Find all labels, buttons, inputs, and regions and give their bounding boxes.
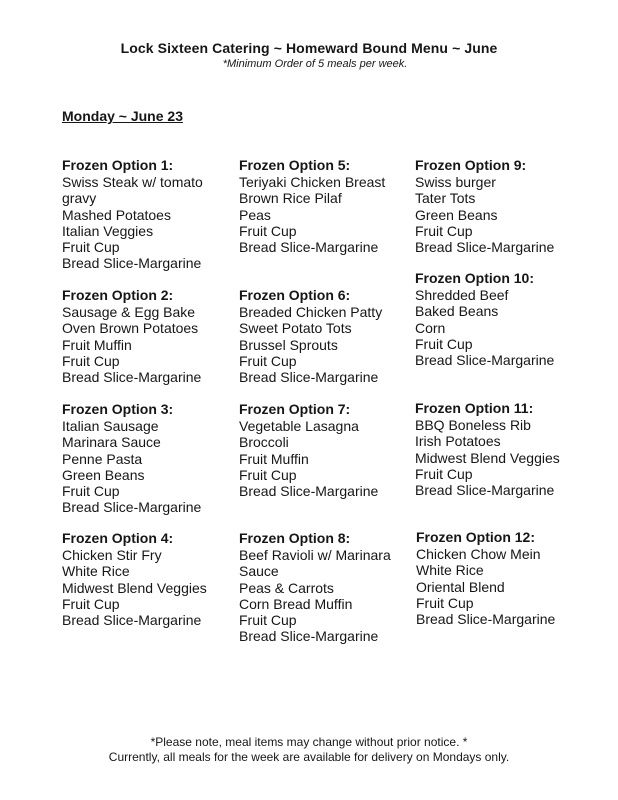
menu-item: Sausage & Egg Bake <box>62 304 196 320</box>
menu-item: Green Beans <box>62 466 145 483</box>
menu-item: Breaded Chicken Patty <box>239 304 383 320</box>
menu-item: Oven Brown Potatoes <box>62 320 199 337</box>
menu-item: Bread Slice-Margarine <box>62 369 202 386</box>
frozen-option-1 <box>62 157 242 272</box>
menu-item: Bread Slice-Margarine <box>239 369 379 386</box>
menu-item: Fruit Cup <box>416 594 474 611</box>
page-title: Lock Sixteen Catering ~ Homeward Bound Menu ~ June <box>120 40 498 56</box>
day-heading: Monday ~ June 23 <box>62 108 183 124</box>
frozen-option-6 <box>239 287 419 385</box>
menu-item: Shredded Beef <box>415 287 509 303</box>
menu-item: White Rice <box>416 562 484 579</box>
menu-item: Fruit Muffin <box>62 336 132 353</box>
menu-item: Bread Slice-Margarine <box>62 499 202 516</box>
menu-item: Italian Sausage <box>62 418 159 434</box>
option-item-list <box>239 547 419 645</box>
change-notice: *Please note, meal items may change without prior notice. * <box>150 735 468 749</box>
menu-item: Bread Slice-Margarine <box>239 628 379 645</box>
menu-item: Italian Veggies <box>62 222 154 239</box>
menu-item: Fruit Cup <box>62 352 120 369</box>
option-heading: Frozen Option 4: <box>62 530 174 546</box>
menu-item: White Rice <box>62 563 130 580</box>
menu-item: Bread Slice-Margarine <box>62 255 202 272</box>
delivery-notice: Currently, all meals for the week are available for delivery on Mondays only. <box>108 750 510 764</box>
menu-item: Chicken Chow Mein <box>416 546 541 562</box>
menu-item: Beef Ravioli w/ Marinara <box>239 547 391 563</box>
menu-item: Fruit Muffin <box>239 450 309 467</box>
menu-item: Fruit Cup <box>62 483 120 500</box>
menu-item: Fruit Cup <box>62 239 120 256</box>
menu-item: Penne Pasta <box>62 450 143 467</box>
frozen-option-7 <box>239 401 419 499</box>
menu-item: Irish Potatoes <box>415 433 501 450</box>
frozen-option-8 <box>239 530 419 645</box>
minimum-order-note: *Minimum Order of 5 meals per week. <box>222 58 408 70</box>
option-item-list <box>62 304 242 385</box>
frozen-option-12 <box>416 529 596 627</box>
frozen-option-11 <box>415 400 595 498</box>
menu-item: Marinara Sauce <box>62 434 161 451</box>
frozen-option-4 <box>62 530 242 628</box>
option-item-list <box>415 174 595 255</box>
menu-item: Fruit Cup <box>239 612 297 629</box>
option-heading: Frozen Option 9: <box>415 157 527 173</box>
option-item-list <box>415 287 595 368</box>
menu-item: Teriyaki Chicken Breast <box>239 174 386 190</box>
menu-item: Fruit Cup <box>415 335 473 352</box>
menu-item: Fruit Cup <box>239 352 297 369</box>
menu-item: Tater Tots <box>415 190 476 207</box>
menu-item: Fruit Cup <box>239 222 297 239</box>
menu-item: Chicken Stir Fry <box>62 547 162 563</box>
option-heading: Frozen Option 5: <box>239 157 351 173</box>
frozen-option-9 <box>415 157 595 255</box>
option-heading: Frozen Option 3: <box>62 401 174 417</box>
menu-item: Fruit Cup <box>239 466 297 483</box>
menu-item: Fruit Cup <box>415 465 473 482</box>
option-heading: Frozen Option 7: <box>239 401 351 417</box>
menu-item: Bread Slice-Margarine <box>415 482 555 499</box>
menu-item: Sauce <box>239 563 279 580</box>
option-heading: Frozen Option 2: <box>62 287 174 303</box>
option-heading: Frozen Option 6: <box>239 287 351 303</box>
option-heading: Frozen Option 12: <box>416 529 535 545</box>
menu-item: Bread Slice-Margarine <box>415 352 555 369</box>
menu-item: Baked Beans <box>415 303 499 320</box>
menu-item: BBQ Boneless Rib <box>415 417 531 433</box>
menu-item: Fruit Cup <box>62 595 120 612</box>
menu-item: Swiss burger <box>415 174 496 190</box>
menu-item: Mashed Potatoes <box>62 206 171 223</box>
menu-item: gravy <box>62 190 97 207</box>
option-item-list <box>415 417 595 498</box>
option-item-list <box>62 547 242 628</box>
menu-item: Oriental Blend <box>416 578 505 595</box>
menu-item: Bread Slice-Margarine <box>239 239 379 256</box>
option-item-list <box>239 174 419 255</box>
menu-item: Corn <box>415 319 446 336</box>
option-item-list <box>416 546 596 627</box>
option-heading: Frozen Option 8: <box>239 530 351 546</box>
menu-item: Broccoli <box>239 434 289 451</box>
menu-item: Brussel Sprouts <box>239 336 338 353</box>
menu-item: Sweet Potato Tots <box>239 320 352 337</box>
option-item-list <box>62 174 242 272</box>
menu-item: Corn Bread Muffin <box>239 595 353 612</box>
frozen-option-10 <box>415 270 595 368</box>
menu-item: Peas <box>239 206 271 223</box>
option-heading: Frozen Option 1: <box>62 157 174 173</box>
option-item-list <box>239 418 419 499</box>
frozen-option-5 <box>239 157 419 255</box>
menu-item: Bread Slice-Margarine <box>416 611 556 628</box>
menu-item: Vegetable Lasagna <box>239 418 359 434</box>
frozen-option-2 <box>62 287 242 385</box>
option-heading: Frozen Option 10: <box>415 270 534 286</box>
menu-item: Bread Slice-Margarine <box>62 612 202 629</box>
frozen-option-3 <box>62 401 242 516</box>
menu-item: Brown Rice Pilaf <box>239 190 342 207</box>
option-item-list <box>62 418 242 516</box>
menu-item: Bread Slice-Margarine <box>239 483 379 500</box>
menu-item: Midwest Blend Veggies <box>415 449 560 466</box>
menu-item: Peas & Carrots <box>239 579 334 596</box>
menu-item: Midwest Blend Veggies <box>62 579 207 596</box>
menu-item: Bread Slice-Margarine <box>415 239 555 256</box>
menu-item: Green Beans <box>415 206 498 223</box>
option-heading: Frozen Option 11: <box>415 400 534 416</box>
menu-item: Fruit Cup <box>415 222 473 239</box>
menu-item: Swiss Steak w/ tomato <box>62 174 203 190</box>
option-item-list <box>239 304 419 385</box>
